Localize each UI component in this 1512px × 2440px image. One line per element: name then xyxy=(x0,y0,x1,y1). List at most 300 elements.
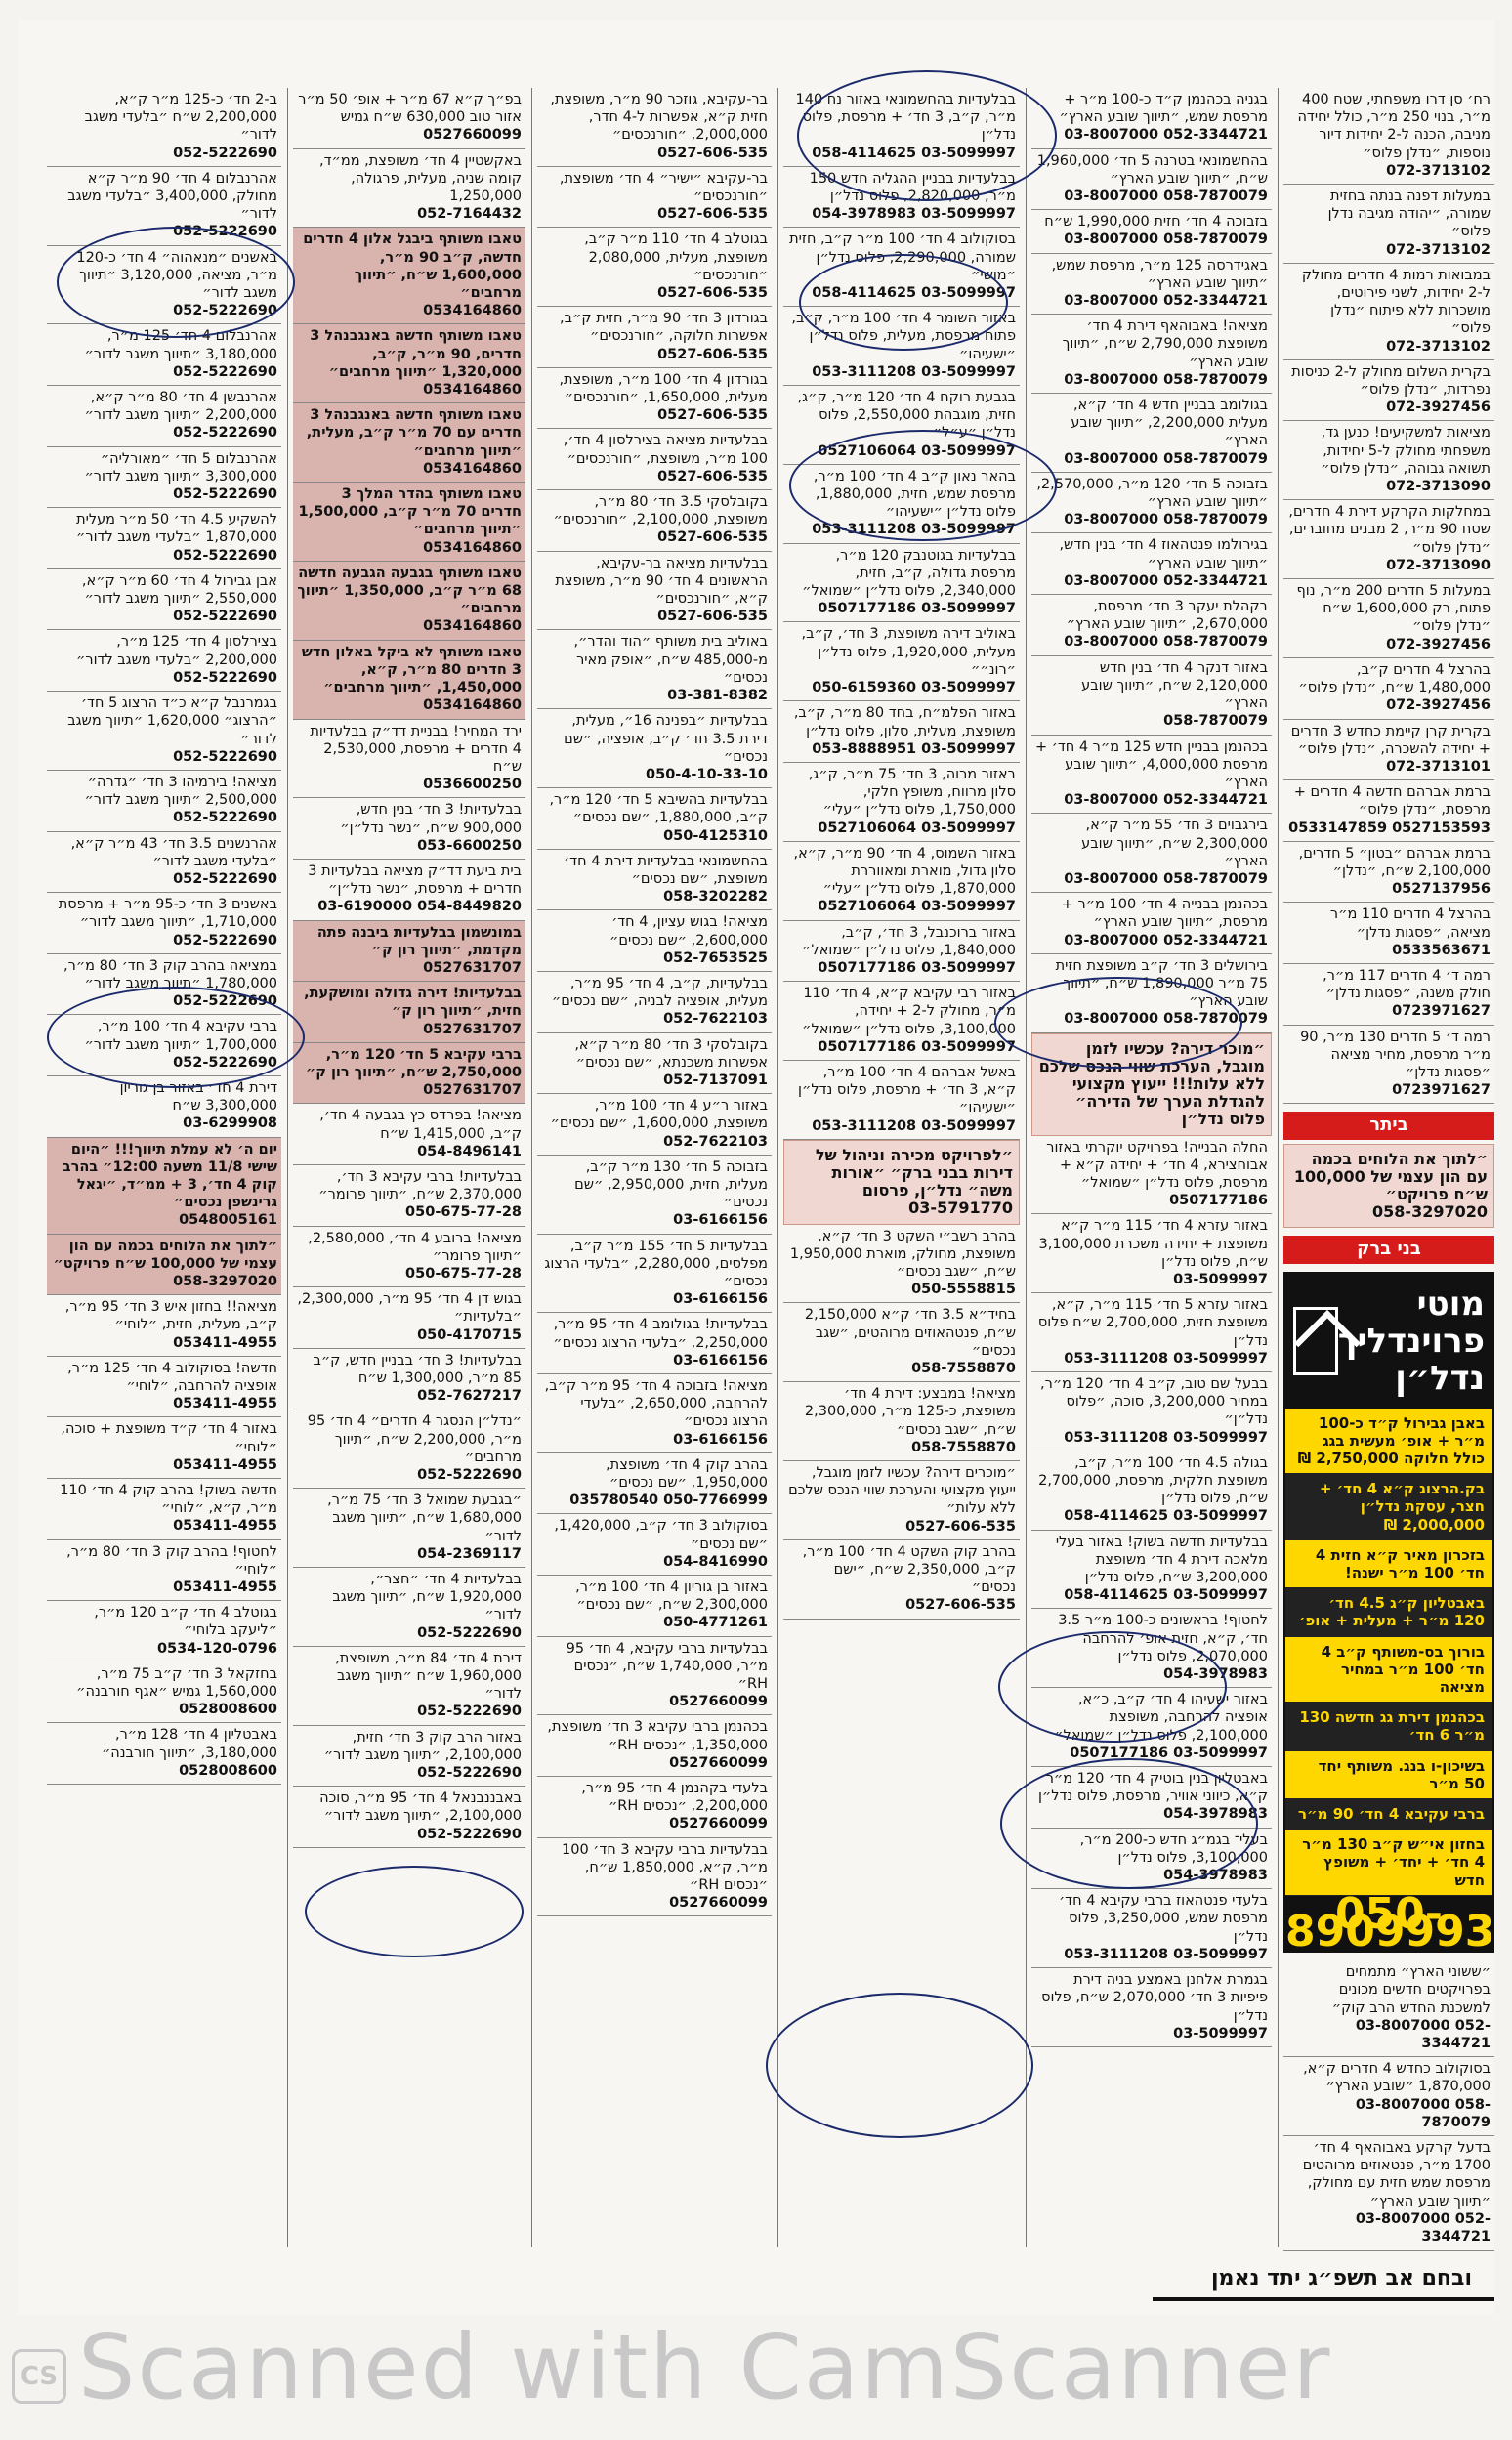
ad-phone: 053411-4955 xyxy=(173,1456,277,1473)
moti-listing-row: בשיכון-ו בנג. משותף יחד 50 מ״ר xyxy=(1285,1751,1492,1799)
ad-phone: 0534164860 xyxy=(423,697,522,714)
ad-phone: 0527660099 xyxy=(669,1816,768,1832)
classified-ad xyxy=(1283,1026,1494,1105)
ad-text: באבטליון 4 חד׳ 128 מ״ר, 3,180,000, ״תיווך חורבנה״ xyxy=(101,1727,277,1761)
classified-ad xyxy=(47,1357,281,1418)
ad-phone: 03-5099997 xyxy=(1173,1271,1268,1287)
ad-phone: 072-3713101 xyxy=(1386,758,1491,775)
column-divider xyxy=(287,88,288,2247)
ad-text: ״נדל״ן הנסגר 4 חדרים״ 4 חד׳ 95 מ״ר, 2,200,000 ש״ח, ״תיווך מרחבים״ xyxy=(307,1413,522,1465)
classified-ad xyxy=(293,324,525,403)
ad-text: יום ה׳ לא עמלת תיווך!!! ״היום שישי 11/8 משעה 12:00״ בהרב קוק 4 חד׳, 3 + ממ״ד, ״יגאל גרינשפן נכסים״ xyxy=(62,1141,277,1211)
classified-ad xyxy=(783,622,1020,701)
classified-ad xyxy=(1031,893,1272,954)
moti-listing-row: בזכרון מאיר ק״א חזית 4 חד׳ 100 מ״ר ישנה! xyxy=(1285,1540,1492,1588)
ad-text: בבלעדיות מציאה בצירלסון 4 חד׳, 100 מ״ר, משופצת, ״חורנכסים״ xyxy=(563,433,768,467)
classified-ad xyxy=(1031,1531,1272,1610)
ad-text: בבעל שם טוב, ק״ב 4 חד׳ 120 מ״ר, במחיר 3,200,000, סוכה, ״פלוס נדל״ן״ xyxy=(1040,1376,1268,1428)
classified-ad xyxy=(537,167,772,229)
ad-text: בהרב קוק 4 חד׳ משופצת, 1,950,000, ״שם נכסים״ xyxy=(606,1456,768,1492)
ad-phone: 03-8007000 052-3344721 xyxy=(1064,792,1268,809)
classified-ad xyxy=(293,1568,525,1647)
ad-text: במבואות רמות 4 חדרים מחולק ל-2 יחידות, לשני פירוטים, מושכרות ללא פיתוח ״נדלן פלוס״ xyxy=(1301,267,1491,337)
ad-text: בבלעדיות בהשיבא 5 חד׳ 120 מ״ר, ק״ב, 1,880,000, ״שם נכסים״ xyxy=(549,792,768,826)
classified-ad xyxy=(537,1094,772,1156)
ad-phone: 0548005161 xyxy=(179,1212,277,1229)
ad-phone: 0527-606-535 xyxy=(657,468,768,484)
classified-ad xyxy=(47,1138,281,1235)
promo-ad-3: ״לפרויקט מכירה וניהול של דירות בבני ברק״ ״אורות משה״ נדל״ן, פרסום 03-5791770 xyxy=(783,1140,1020,1225)
classified-ad xyxy=(783,1461,1020,1540)
classified-ad xyxy=(1031,1293,1272,1372)
ad-text: בבלעדיות! 3 חד׳ בבניין חדש, ק״ב 85 מ״ר, 1,300,000 ש״ח xyxy=(313,1352,522,1386)
classified-ad xyxy=(783,1382,1020,1461)
ad-text: רח׳ סן דרו משפחתי, שטח 400 מ״ר, בנוי 250 מ״ר, כולל יחידה מניבה, הכנה ל-2 יחידות דיור נוספות, ״נדלן פלוס״ xyxy=(1297,92,1491,161)
classified-ad xyxy=(1031,254,1272,316)
ad-phone: 03-6190000 054-8449820 xyxy=(317,899,522,915)
ad-phone: 0536600250 xyxy=(423,777,522,793)
ad-phone: 052-7653525 xyxy=(663,949,768,966)
ad-text: ״ששוני הארץ״ מתמחים בפרויקטים חדשים מכונים למשכנת החדש הרב קוק״ xyxy=(1331,1964,1491,2016)
ad-phone: 0527631707 xyxy=(423,959,522,976)
ad-text: רמה ד׳ 4 חדרים 117 מ״ר, חולק משנה, ״פסגות נדלן״ xyxy=(1323,967,1491,1002)
ad-text: באקשטיין 4 חד׳ משופצת, ממ״ד, קומה שניה, מעלית, פרגולה, 1,250,000 xyxy=(318,152,522,205)
classified-ad xyxy=(47,692,281,771)
ad-phone: 050-4-10-33-10 xyxy=(646,766,768,782)
ad-phone: 0527631707 xyxy=(423,1082,522,1099)
classified-ad xyxy=(47,1723,281,1785)
classified-ad xyxy=(1031,1451,1272,1531)
ad-text: ב-2 חד׳ כ-125 מ״ר ק״א, 2,200,000 ש״ח ״בלעדי משגב לדור״ xyxy=(84,92,277,144)
classified-ad xyxy=(537,788,772,850)
ad-phone: 0527-606-535 xyxy=(657,206,768,223)
ad-phone: 0527106064 03-5099997 xyxy=(818,442,1016,459)
moti-listing-row: ברבי עקיבא 4 חד׳ 90 מ״ר xyxy=(1285,1799,1492,1830)
ad-text: בבלעדיות בגוטנבק 120 מ״ר, מרפסת גדולה, ק״ב, חזית, 2,340,000, פלוס נדל״ן ״שמואל״ xyxy=(802,547,1016,600)
ad-phone: 0534164860 xyxy=(423,618,522,635)
ad-phone: 053-3111208 03-5099997 xyxy=(812,1117,1016,1134)
ad-phone: 052-5222690 xyxy=(173,810,277,826)
ad-text: בקובלסקי 3.5 חד׳ 80 מ״ר, משופצת, 2,100,000, ״חורנכסים״ xyxy=(553,494,768,528)
ad-text: בר-עקיבא ״ישיר״ 4 חד׳ משופצת, ״חורנכסים״ xyxy=(559,170,768,205)
classified-ad xyxy=(47,569,281,631)
ad-phone: 052-5222690 xyxy=(173,609,277,625)
moti-header: מוטי פרוינדליך נדל״ן xyxy=(1285,1274,1492,1409)
classified-ad xyxy=(783,544,1020,623)
ad-text: בהאר נאון ק״ב 4 חד׳ 100 מ״ר, מרפסת שמש, חזית, 1,880,000, פלוס נדל״ן ״ישעיהו״ xyxy=(813,468,1016,521)
ad-text: חדשה בשוק! בהרב קוק 4 חד׳ 110 מ״ר, ק״א, ״לוחי״ xyxy=(60,1483,277,1517)
pen-circle xyxy=(57,227,295,338)
ad-text: בדעל קרקע באבוהאף 4 חד׳ 1700 מ״ר, פנטאוזים מרוהטים מרפסת שמש חזית עם מחולק, ״תיווך שובע הארץ״ xyxy=(1302,2140,1491,2209)
ad-phone: 0527660099 xyxy=(669,1694,768,1710)
classified-ad xyxy=(47,88,281,167)
ad-text: מציאה! ברובע 4 חד׳, 2,580,000, ״תיווך פרומר״ xyxy=(308,1230,522,1264)
ad-phone: 0528008600 xyxy=(179,1702,277,1718)
classified-ad xyxy=(47,386,281,447)
ad-text: באבננבנאל 4 חד׳ 95 מ״ר, סוכה 2,100,000, ״תיווך משגב לדור״ xyxy=(319,1790,522,1825)
ad-text: באזור השומר 4 חד׳ 100 מ״ר, ק״ב, פתוח מרפסת, מעלית, פלוס נדל״ן ״ישעיהו״ xyxy=(791,311,1016,362)
ad-text: בבלעדיות בבניין ההגליה חדש 150 מ״ר, 2,820,000, פלוס נדל״ן xyxy=(809,170,1016,205)
ad-phone: 058-7558870 xyxy=(911,1439,1016,1455)
ad-text: בקרית השלום מחולק ל-2 כניסות נפרדות, ״נדלן פלוס״ xyxy=(1291,363,1491,399)
ad-phone: 0507177186 xyxy=(1169,1193,1268,1209)
classified-ad xyxy=(293,562,525,641)
ad-text: בבלעדיות ברבי עקיבא, 4 חד׳ 95 מ״ר, 1,740,000 ש״ח, ״נכסים RH״ xyxy=(566,1640,768,1693)
ad-text: במעלות 5 חדרים 200 מ״ר, נוף פתוח, רק 1,600,000 ש״ח ״נדלן פלוס״ xyxy=(1296,583,1491,635)
ad-phone: 0527631707 xyxy=(423,1021,522,1037)
classified-ad xyxy=(537,630,772,709)
ad-text: באזור הרב קוק 3 חד׳ חזית, 2,100,000, ״תיווך משגב לדור״ xyxy=(323,1729,522,1763)
ad-text: להשקיע 4.5 חד׳ 50 מ״ר מעלית 1,870,000 ״בלעדי משגב לדור״ xyxy=(76,512,277,546)
ad-text: ״בגבעת שמואל 3 חד׳ 75 מ״ר, 1,680,000 ש״ח, ״תיווך משגב לדור״ xyxy=(327,1493,522,1544)
classified-ad xyxy=(537,429,772,490)
ad-text: מציאה! באבוהאף דירת 4 חד׳ משופצת 2,790,000 ש״ח, ״תיווך שובע הארץ״ xyxy=(1062,318,1268,370)
ad-phone: 058-3297020 xyxy=(173,1273,277,1289)
ad-text: בעלי־ בגמ״ג חדש כ-200 מ״ר, 3,100,000, פלוס נדל״ן xyxy=(1079,1831,1268,1866)
ad-text: בגוש דן 4 חד׳ 95 מ״ר, 2,300,000, ״בלעדיות״ xyxy=(297,1291,522,1325)
moti-freundlich-box xyxy=(1283,1272,1495,1957)
classified-ad xyxy=(293,228,525,324)
ad-text: באשל אברהם 4 חד׳ 100 מ״ר, ק״א, 3 חד׳ + מרפסת, פלוס נדל״ן ״ישעיהו״ xyxy=(798,1064,1016,1116)
ad-text: החלה הבנייה! בפרויקט יוקרתי באזור אבוחצירא, 4 חד׳ + יחידה ק״א + מרפסת, פלוס נדל״ן ״שמואל״ xyxy=(1046,1139,1268,1191)
ad-phone: 058-4114625 03-5099997 xyxy=(1064,1508,1268,1525)
classified-ad xyxy=(783,701,1020,763)
pen-circle xyxy=(998,1631,1227,1743)
ad-text: בהרב רשב״י השקט 3 חד׳ ק״א, משופצת, מחולק, מוארת 1,950,000 ש״ח, ״שגב נכסים״ xyxy=(789,1228,1016,1280)
pen-circle xyxy=(789,430,1057,541)
classified-ad xyxy=(1031,315,1272,394)
classified-ad xyxy=(537,1453,772,1515)
classified-ad xyxy=(783,921,1020,983)
ad-text: בהרב קוק השקט 4 חד׳ 100 מ״ר, ק״ב, 2,350,000 ש״ח, ״ישם נכסים״ xyxy=(802,1543,1016,1596)
classified-ad xyxy=(1031,1889,1272,1968)
ad-text: בקרית קרן קיימת כחדש 3 חדרים + יחידה להשכרה, ״נדלן פלוס״ xyxy=(1290,723,1491,757)
classified-ad xyxy=(1283,780,1494,842)
ad-phone: 0723971627 xyxy=(1392,1003,1491,1020)
ad-phone: 0533147859 0527153593 xyxy=(1288,820,1491,836)
ad-text: טאבו משותף חדשה באנגבנהל 3 חדרים עם 70 מ״ר ק״ב, מעלית, ״תיווך מרחבים״ xyxy=(306,407,522,459)
moti-listing-row: בחזון אי״ש ק״ב 130 מ״ר 4 חד׳ + יחד׳ + משופץ חדש xyxy=(1285,1830,1492,1896)
classified-ad xyxy=(537,1637,772,1716)
ad-phone: 0527-606-535 xyxy=(657,346,768,362)
page-footer: ובחם אב תשפ״ג יתד נאמן xyxy=(1211,2266,1472,2291)
ad-text: ברמת אברהם חדשה 4 חדרים + מרפסת, ״נדלן פלוס״ xyxy=(1293,784,1491,819)
ad-phone: 03-8007000 058-7870079 xyxy=(1064,189,1268,205)
ad-text: בבלעדיות, ק״ב, 4 חד׳ 95 מ״ר, מעלית, אופציה לבניה, ״שם נכסים״ xyxy=(551,975,768,1010)
ad-phone: 072-3713090 xyxy=(1386,479,1491,495)
classified-ad xyxy=(537,850,772,911)
ad-phone: 03-8007000 058-7870079 xyxy=(1355,2096,1491,2130)
ad-text: בסוקולוב כחדש 4 חדרים ק״א, 1,870,000 ״שובע הארץ״ xyxy=(1303,2061,1491,2095)
ad-text: אהרנבלום 4 חד׳ 90 מ״ר ק״א מחולק, 3,400,000 ״בלעדי משגב לדור״ xyxy=(67,170,277,223)
ad-text: דירת 4 חד׳ באזור בן גוריון 3,300,000 ש״ח xyxy=(119,1079,277,1115)
classified-ad xyxy=(537,1156,772,1235)
ad-phone: 050-4125310 xyxy=(663,827,768,844)
ad-phone: 072-3713102 xyxy=(1386,241,1491,258)
ad-text: טאבו משותף ביבגל אלון 4 חדרים חדשה, ק״ב 90 מ״ר, 1,600,000 ש״ח, ״תיווך מרחבים״ xyxy=(303,231,522,302)
ad-text: בגמרנבל ק״א כ״ד הרצוג 5 חד׳ ״הרצוג״ 1,620,000 ״תיווך משגב לדור״ xyxy=(67,695,277,747)
ad-phone: 0527-606-535 xyxy=(657,609,768,625)
ad-text: באזור ר״ע 4 חד׳ 100 מ״ר, משופצת, 1,600,000, ״שם נכסים״ xyxy=(550,1098,768,1132)
classified-ad xyxy=(1283,88,1494,185)
ad-phone: 050-4771261 xyxy=(663,1615,768,1631)
ad-phone: 03-6166156 xyxy=(673,1291,768,1308)
ad-text: ברמת אברהם ״בטון״ 5 חדרים, 2,100,000 ש״ח, ״נדלן״ xyxy=(1298,845,1491,879)
ad-text: באזור הפלמ״ח, בחד 80 מ״ר, ק״ב, משופצת, מעלית, סלון, פלוס נדל״ן xyxy=(793,705,1016,739)
ad-phone: 0534164860 xyxy=(423,539,522,556)
classified-ad xyxy=(537,1514,772,1576)
ad-phone: 053411-4955 xyxy=(173,1396,277,1412)
ad-text: בירגבוים 3 חד׳ 55 מ״ר ק״א, 2,300,000 ש״ח, ״תיווך שובע הארץ״ xyxy=(1081,818,1268,869)
ad-text: באוליב בית משותף ״הוד והדר״, מ-485,000 ש״ח, ״אופק מאיר נכסים״ xyxy=(573,634,768,686)
ad-text: בגמרת אלחנן באמצע בניה דירת פיפיות 3 חד׳ 2,070,000 ש״ח, פלוס נדל״ן xyxy=(1041,1972,1268,2024)
ad-text: בכהנמן ברבי עקיבא 3 חד׳ משופצת, 1,350,000, ״נכסים RH״ xyxy=(547,1719,768,1753)
classified-ad xyxy=(1283,500,1494,579)
ad-phone: 052-7622103 xyxy=(663,1133,768,1150)
classified-ad xyxy=(1283,2136,1494,2251)
column-2 xyxy=(1031,88,1272,2237)
ad-text: מציאה! בפרדס כץ בגבעה 4 חד׳, ק״ב, 1,415,000 ש״ח xyxy=(319,1108,522,1142)
ad-phone: 072-3713102 xyxy=(1386,338,1491,355)
ad-phone: 0527-606-535 xyxy=(657,529,768,546)
ad-phone: 0507177186 03-5099997 xyxy=(818,959,1016,976)
ad-phone: 03-8007000 058-7870079 xyxy=(1064,870,1268,887)
classified-ad xyxy=(537,709,772,788)
classified-ad xyxy=(537,1576,772,1637)
classified-ad xyxy=(1283,360,1494,422)
ad-phone: 0527660099 xyxy=(669,1754,768,1771)
ad-phone: 072-3927456 xyxy=(1386,400,1491,416)
classified-ad xyxy=(293,1489,525,1568)
classified-ad xyxy=(47,1479,281,1540)
classified-ad xyxy=(1031,656,1272,736)
ad-phone: 053-3111208 03-5099997 xyxy=(812,522,1016,538)
ad-text: מציאה! בגוש עציון, 4 חד׳ 2,600,000, ״שם נכסים״ xyxy=(609,914,768,948)
classified-ad xyxy=(293,88,525,149)
classified-ad xyxy=(1031,736,1272,815)
ad-text: באוליב דירה משופצת, 3 חד׳, ק״ב, מעלית, 1,920,000, פלוס נדל״ן ״רונ״״ xyxy=(801,626,1016,678)
ad-phone: 0527106064 03-5099997 xyxy=(818,899,1016,915)
ad-phone: 03-381-8382 xyxy=(667,688,768,704)
ad-phone: 03-8007000 052-3344721 xyxy=(1064,293,1268,310)
ad-phone: 054-8416990 xyxy=(663,1553,768,1570)
ad-phone: 03-5099997 xyxy=(1173,2025,1268,2041)
moti-listing-row: באבן גבירול ק״ד כ-100 מ״ר + אופ׳ מעשית בגג כולל חלוקה 2,750,000 ₪ xyxy=(1285,1409,1492,1475)
ad-text: אהרנבלום 4 חד׳ 125 מ״ר, 3,180,000 ״תיווך משגב לדור״ xyxy=(84,328,277,362)
ad-phone: 0507177186 03-5099997 xyxy=(818,601,1016,617)
column-divider xyxy=(531,88,532,2247)
ad-text: באזור עזרא 4 חד׳ 115 מ״ר ק״א משופצת + יחידה משכרת 3,100,000 ש״ח, פלוס נדל״ן xyxy=(1038,1218,1268,1270)
classified-ad xyxy=(1283,720,1494,781)
section-bnei-brak: בני ברק xyxy=(1283,1236,1494,1263)
ad-phone: 050-6159360 03-5099997 xyxy=(812,680,1016,696)
ad-text: בהרצל 4 חדרים 110 מ״ר מציאה, ״פסגות נדלן״ xyxy=(1329,906,1491,941)
moti-phone: 050-8909993 xyxy=(1285,1888,1495,1957)
classified-ad xyxy=(293,798,525,860)
ad-text: מציאות למשקיעים! כנען גד, משפחתי מחולק ל-5 יחידות, תשואה גבוהה, ״נדלן פלוס״ xyxy=(1321,425,1491,477)
ad-phone: 052-5222690 xyxy=(173,748,277,765)
ad-text: דירת 4 חד׳ 84 מ״ר, משופצת, 1,960,000 ש״ח ״תיווך משגב לדור״ xyxy=(335,1650,522,1703)
ad-text: בבלעדיות! דירה גדולה ומושקעת, חזית, ״תיווך רון ק״ xyxy=(304,986,522,1020)
classified-ad xyxy=(1283,658,1494,720)
ad-phone: 03-8007000 052-3344721 xyxy=(1355,2210,1491,2246)
ad-text: בבלעדיות מציאה בר-עקיבא, הראשונים 4 חד׳ 90 מ״ר, משופצת ק״א, ״חורנכסים״ xyxy=(555,555,768,608)
camscanner-watermark: Scanned with CamScanner xyxy=(78,2315,1332,2419)
classified-ad xyxy=(1031,595,1272,656)
ad-text: בגוטלב 4 חד׳ 110 מ״ר ק״ב, משופצת, מעלית, 2,080,000 ״חורנכסים״ xyxy=(584,231,768,283)
ad-phone: 0527-606-535 xyxy=(657,145,768,161)
classified-ad xyxy=(1031,1214,1272,1293)
ad-text: ״מוכרים דירה? עכשיו לזמן מוגבל, ייעוץ מקצועי והערכת שווי הנכס שלכם ללא עלות״ xyxy=(788,1465,1016,1517)
ad-text: בבלעדיות ברבי עקיבא 3 חד׳ 100 מ״ר, ק״א, 1,850,000 ש״ח, ״נכסים RH״ xyxy=(562,1841,768,1894)
pen-circle xyxy=(799,254,1008,351)
ad-phone: 0527-606-535 xyxy=(905,1518,1016,1535)
classified-ad xyxy=(1031,1372,1272,1451)
classified-ad xyxy=(293,149,525,229)
ad-text: בבלעדיות 5 חד׳ 155 מ״ר ק״ב, מפלסים, 2,280,000, ״בלעדי הרצוג נכסים״ xyxy=(544,1238,768,1289)
ad-phone: 052-5222690 xyxy=(173,932,277,948)
classified-ad xyxy=(537,228,772,307)
ad-phone: 0507177186 03-5099997 xyxy=(1070,1745,1268,1761)
ad-phone: 052-5222690 xyxy=(173,486,277,503)
classified-ad xyxy=(293,641,525,720)
ad-phone: 054-3978983 03-5099997 xyxy=(812,206,1016,223)
ad-text: אהרנבלום 5 חד׳ ״מאורליה״ 3,300,000 ״תיווך משגב לדור״ xyxy=(84,450,277,484)
ad-phone: 050-675-77-28 xyxy=(405,1265,522,1282)
ad-text: בגורדון 3 חד׳ 90 מ״ר, חזית ק״ב, אפשרות חלוקה, ״חורנכסים״ xyxy=(560,311,768,345)
ad-text: במונשמון בבלעדיות ביבנה פתה מקדמת, ״תיווך רון ק״ xyxy=(316,924,522,958)
classified-ad xyxy=(293,1287,525,1349)
classified-ad xyxy=(1283,964,1494,1026)
pen-circle xyxy=(766,1993,1033,2138)
ad-text: בירושלים 3 חד׳ ק״ב משופצת חזית 75 מ״ר 1,890,000 ש״ח, ״תיווך שובע הארץ״ xyxy=(1055,957,1268,1010)
ad-phone: 053-3111208 03-5099997 xyxy=(812,363,1016,380)
ad-text: בחיד״א 3.5 חד׳ ק״א 2,150,000 ש״ח, פנטהאוזים מרוהטים, ״שגב נכסים״ xyxy=(804,1307,1016,1359)
promo-ad: ״לתוך את הלוחים בכמה עם הון עצמי של 100,000 ש״ח פרויקט״ 058-3297020 xyxy=(1283,1144,1494,1229)
classified-ad xyxy=(1031,473,1272,534)
classified-ad xyxy=(293,1787,525,1848)
ad-phone: 0527-606-535 xyxy=(657,407,768,424)
column-6 xyxy=(47,88,281,2237)
ad-phone: 058-4114625 03-5099997 xyxy=(1064,1587,1268,1604)
classified-ad xyxy=(293,720,525,799)
ad-phone: 054-2369117 xyxy=(417,1545,522,1562)
ad-text: בגולומב בבניין חדש 4 חד׳ ק״א, מעלית 2,200,000, ״תיווך שובע הארץ״ xyxy=(1071,398,1268,449)
ad-phone: 0533563671 xyxy=(1392,942,1491,958)
classified-ad xyxy=(783,1540,1020,1620)
ad-phone: 03-6166156 xyxy=(673,1352,768,1368)
ad-phone: 0527-606-535 xyxy=(657,285,768,302)
ad-phone: 054-8496141 xyxy=(417,1143,522,1159)
classified-ad xyxy=(47,893,281,954)
ad-phone: 052-5222690 xyxy=(173,303,277,319)
footer-rule xyxy=(1153,2297,1494,2301)
ad-text: בבלעדיות בהחשמונאי באזור נח 140 מ״ר, ק״ב, 3 חד׳ + מרפסת, פלוס נדל״ן xyxy=(795,92,1016,144)
ad-phone: 053-3111208 03-5099997 xyxy=(1064,1946,1268,1962)
ad-phone: 03-8007000 058-7870079 xyxy=(1064,231,1268,248)
ad-phone: 052-5222690 xyxy=(173,363,277,380)
section-beitar: ביתר xyxy=(1283,1112,1494,1139)
ad-phone: 072-3713090 xyxy=(1386,557,1491,573)
ad-text: בצירלסון 4 חד׳ 125 מ״ר, 2,200,000 ״בלעדי משגב לדור״ xyxy=(76,634,277,668)
ad-phone: 03-8007000 052-3344721 xyxy=(1064,127,1268,144)
ad-text: בפ״ך ק״א 67 מ״ר + אופ׳ 50 מ״ר אזור טוב 630,000 ש״ח גמיש xyxy=(298,92,522,126)
ad-phone: 072-3713102 xyxy=(1386,162,1491,179)
ad-phone: 058-7870079 xyxy=(1163,713,1268,730)
ad-text: בבלעדיות! 3 חד׳ בנין חדש, 900,000 ש״ח, ״נשר נדל״ן״ xyxy=(340,802,522,836)
classified-ad xyxy=(537,88,772,167)
ad-text: ירד המחיר! בבניית דד״ק בבלעדיות 4 חדרים + מרפסת, 2,530,000 ש״ח xyxy=(310,723,522,775)
ad-text: בחזקאל 3 חד׳ ק״ב 75 מ״ר, 1,560,000 גמיש ״אגף חורבנה״ xyxy=(76,1665,277,1701)
ad-text: ״לתוך את הלוחים בכמה עם הון עצמי של 100,000 ש״ח פרויקט״ xyxy=(53,1238,277,1272)
ad-phone: 052-5222690 xyxy=(417,1704,522,1720)
ad-phone: 052-7627217 xyxy=(417,1388,522,1405)
ad-phone: 03-8007000 058-7870079 xyxy=(1064,371,1268,388)
ad-text: באשנים 3 חד׳ כ-95 מ״ר + מרפסת 1,710,000, ״תיווך משגב לדור״ xyxy=(58,897,277,931)
ad-text: בהחשמונאי בבלעדיות דירת 4 חד׳ משופצת, ״שם נכסים״ xyxy=(564,853,768,887)
column-divider xyxy=(1026,88,1027,2247)
classified-ad xyxy=(1031,394,1272,473)
classified-ad xyxy=(47,1662,281,1724)
pen-circle xyxy=(47,987,305,1088)
ad-text: טאבו משותף לא ביקל באלון חדש 3 חדרים 80 מ״ר, ק״א, 1,450,000, ״תיווך מרחבים״ xyxy=(301,644,522,696)
ad-text: במעלות דפנה בנתה בחזית שמורה, ״יהודה מגיבה נדלן פלוס״ xyxy=(1327,189,1491,240)
classified-ad xyxy=(783,1303,1020,1382)
ad-text: מציאה! בזבוכה 4 חד׳ 95 מ״ר ק״ב, להרחבה, 2,650,000, ״בלעדי הרצוג נכסים״ xyxy=(544,1378,768,1430)
classified-ad xyxy=(1283,421,1494,500)
classified-ad xyxy=(47,1601,281,1662)
ad-text: באזור בן גוריון 4 חד׳ 100 מ״ר, 2,300,000 ש״ח, ״שם נכסים״ xyxy=(575,1579,768,1614)
ad-text: בבלעדיות 4 חד׳ ״חצר״, 1,920,000 ש״ח, ״תיווך משגב לדור״ xyxy=(332,1572,522,1623)
classified-ad xyxy=(537,972,772,1033)
ad-text: בגירולמו פנטהאוז 4 חד׳ בנין חדש, ״תיווך שובע הארץ״ xyxy=(1059,537,1268,571)
ad-text: בגוטלב 4 חד׳ ק״ב 120 מ״ר, ״ליעקב בלוחי״ xyxy=(94,1605,277,1639)
ad-text: בבלעדיות! ברבי עקיבא 3 חד׳, 2,370,000 ש״ח, ״תיווך פרומר״ xyxy=(318,1168,522,1203)
ad-phone: 058-3202282 xyxy=(663,889,768,905)
ad-phone: 058-7558870 xyxy=(911,1361,1016,1376)
ad-phone: 053411-4955 xyxy=(173,1334,277,1351)
classified-ad xyxy=(293,1647,525,1726)
ad-text: טאבו משותף בהדר המלך 3 חדרים 70 מ״ר ק״ב, 1,500,000 ״תיווך מרחבים״ xyxy=(298,486,522,538)
promo-ad-2: ״מוכר דירה? עכשיו לזמן מוגבל, הערכת שווי הנכס שלכם ללא עלות!!! ייעוץ מקצועי להגדלת הערך של הדירה״ פלוס נדל״ן xyxy=(1031,1033,1272,1136)
classified-ad xyxy=(1283,2057,1494,2136)
ad-phone: 053411-4955 xyxy=(173,1518,277,1535)
classified-ad xyxy=(47,832,281,894)
ad-text: טאבו משותף חדשה באנגבנהל 3 חדרים, 90 מ״ר, ק״ב, 1,320,000 ״תיווך מרחבים״ xyxy=(310,328,522,380)
classified-ad xyxy=(783,763,1020,842)
classified-ad xyxy=(1283,579,1494,658)
classified-ad xyxy=(783,1225,1020,1304)
classified-ad xyxy=(47,447,281,509)
classified-ad xyxy=(293,1409,525,1489)
classified-ad xyxy=(537,1374,772,1453)
classified-ad xyxy=(293,982,525,1043)
column-divider xyxy=(777,88,778,2247)
ad-text: באזור עזרא 5 חד׳ 115 מ״ר, ק״א, משופצת חזית, 2,700,000 ש״ח פלוס נדל״ן xyxy=(1037,1297,1268,1349)
ad-phone: 052-5222690 xyxy=(417,1624,522,1641)
classified-ad xyxy=(537,1838,772,1917)
ad-phone: 052-7164432 xyxy=(417,206,522,223)
ad-phone: 052-5222690 xyxy=(173,1054,277,1071)
ad-text: מציאה! בירמיהו 3 חד׳ ״גדרה״ 2,500,000 ״תיווך משגב לדור״ xyxy=(84,774,277,809)
classified-ad xyxy=(47,1540,281,1602)
classified-ad xyxy=(537,368,772,430)
ad-phone: 0527660099 xyxy=(423,127,522,144)
classified-ad xyxy=(537,490,772,552)
ad-phone: 052-7622103 xyxy=(663,1011,768,1028)
ad-phone: 058-4114625 03-5099997 xyxy=(812,145,1016,161)
ad-phone: 0534164860 xyxy=(423,460,522,477)
